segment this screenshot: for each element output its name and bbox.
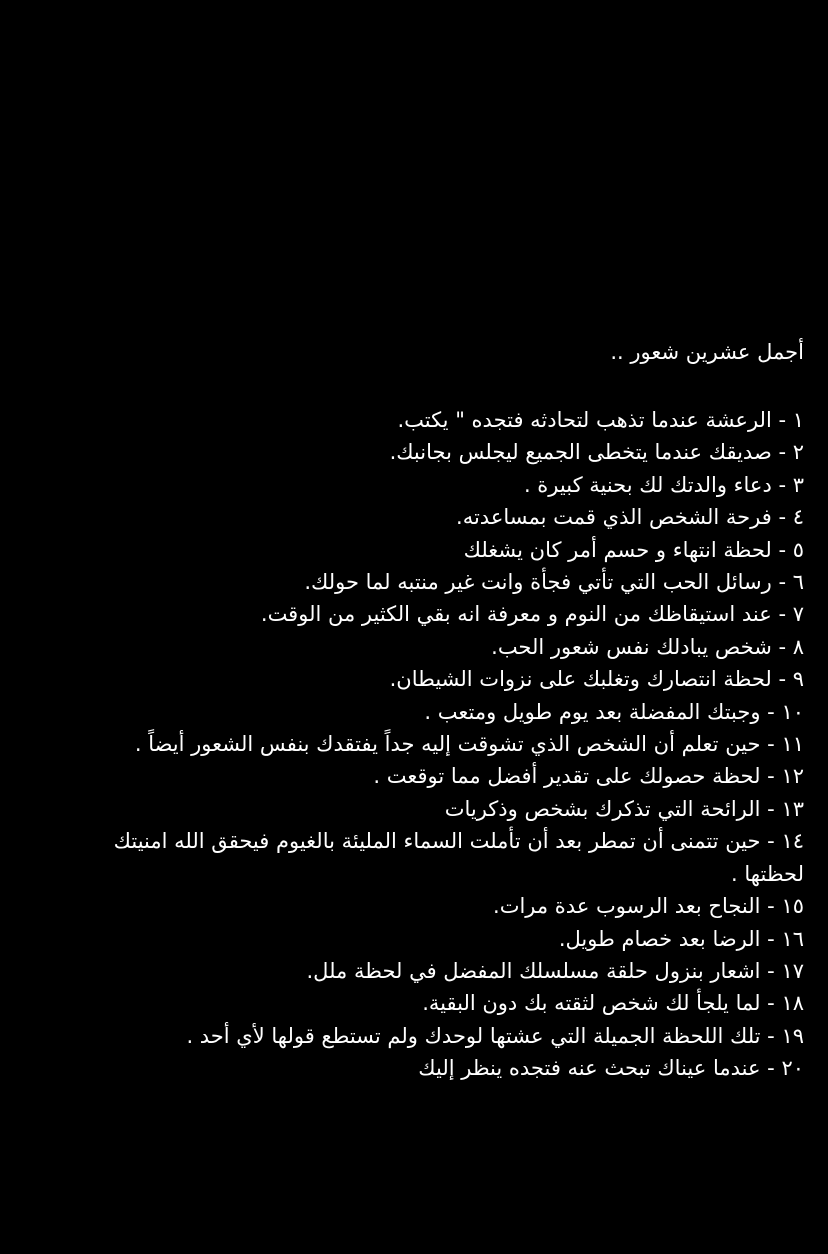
list-item: ٤ - فرحة الشخص الذي قمت بمساعدته.: [456, 505, 804, 530]
list-item: ٢٠ - عندما عيناك تبحث عنه فتجده ينظر إليك: [418, 1056, 804, 1081]
note-title: أجمل عشرين شعور ..: [610, 340, 804, 364]
list-item: ١١ - حين تعلم أن الشخص الذي تشوقت إليه جداً يفتقدك بنفس الشعور أيضاً .: [134, 732, 804, 757]
list-item: ١٨ - لما يلجأ لك شخص لثقته بك دون البقية.: [422, 991, 804, 1016]
list-item: ١ - الرعشة عندما تذهب لتحادثه فتجده " يكتب.: [397, 408, 804, 432]
list-item: ٦ - رسائل الحب التي تأتي فجأة وانت غير منتبه لما حولك.: [304, 570, 804, 595]
feelings-list: [104, 404, 804, 1085]
list-item: ١٩ - تلك اللحظة الجميلة التي عشتها لوحدك ولم تستطع قولها لأي أحد .: [186, 1023, 804, 1048]
list-item: ١٥ - النجاح بعد الرسوب عدة مرات.: [493, 894, 804, 919]
list-item: ١٠ - وجبتك المفضلة بعد يوم طويل ومتعب .: [424, 699, 804, 724]
list-item: ١٣ - الرائحة التي تذكرك بشخص وذكريات: [444, 796, 804, 821]
list-item: ١٧ - اشعار بنزول حلقة مسلسلك المفضل في لحظة ملل.: [306, 958, 804, 983]
list-item: ٨ - شخص يبادلك نفس شعور الحب.: [491, 634, 804, 659]
list-item: ٧ - عند استيقاظك من النوم و معرفة انه بقي الكثير من الوقت.: [260, 602, 804, 627]
list-item: ٢ - صديقك عندما يتخطى الجميع ليجلس بجانبك.: [389, 440, 804, 465]
list-item: ٩ - لحظة انتصارك وتغلبك على نزوات الشيطان.: [389, 667, 804, 692]
note-content: [104, 336, 804, 1085]
list-item: ١٢ - لحظة حصولك على تقدير أفضل مما توقعت .: [373, 764, 804, 789]
list-item: ١٤ - حين تتمنى أن تمطر بعد أن تأملت السماء المليئة بالغيوم فيحقق الله امنيتك لحظتها .: [113, 829, 804, 886]
list-item: ٥ - لحظة انتهاء و حسم أمر كان يشغلك: [463, 537, 804, 562]
list-item: ٣ - دعاء والدتك لك بحنية كبيرة .: [523, 472, 804, 497]
list-item: ١٦ - الرضا بعد خصام طويل.: [558, 926, 804, 951]
